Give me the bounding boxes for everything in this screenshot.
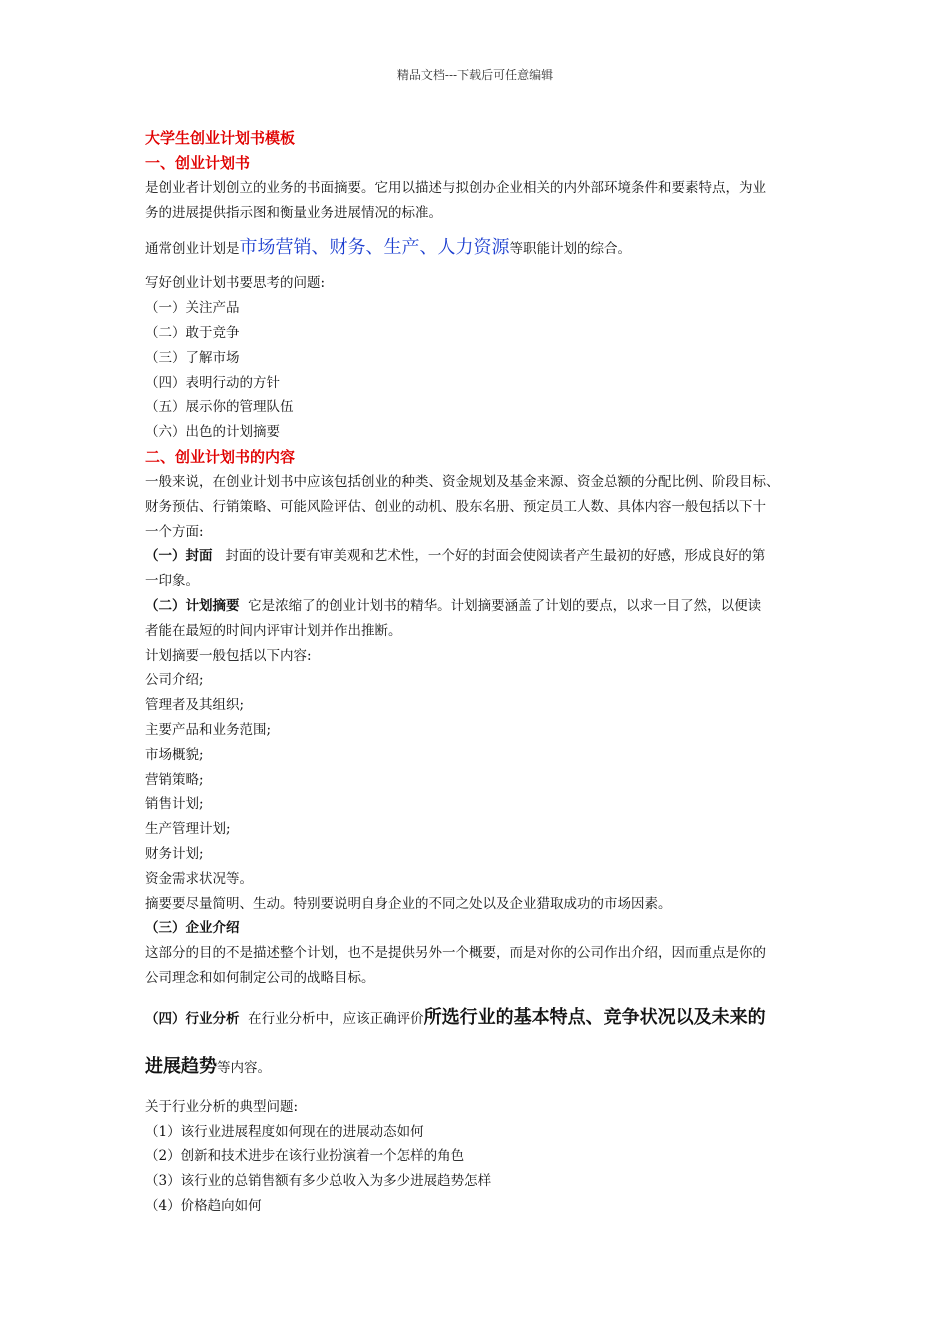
list-item: （4）价格趋向如何 (145, 1197, 262, 1214)
list-item: 营销策略; (145, 771, 204, 788)
industry-questions-intro: 关于行业分析的典型问题: (145, 1098, 299, 1115)
s2-paragraph-line: 财务预估、行销策略、可能风险评估、创业的动机、股东名册、预定员工人数、具体内容一般包括以下十 (145, 498, 766, 515)
cover-label: （一）封面 (145, 548, 213, 565)
summary-label: （二）计划摘要 (145, 597, 240, 614)
list-item: 资金需求状况等。 (145, 870, 253, 887)
industry-line: （四）行业分析 在行业分析中，应该正确评价所选行业的基本特点、竞争状况以及未来的 (145, 1006, 766, 1028)
list-item: 生产管理计划; (145, 821, 231, 838)
section-heading-1: 一、创业计划书 (145, 154, 251, 172)
s1-questions-intro: 写好创业计划书要思考的问题: (145, 275, 326, 292)
s2-paragraph-line: 一个方面: (145, 523, 204, 540)
document-title: 大学生创业计划书模板 (145, 129, 296, 147)
highlight-functions: 市场营销、财务、生产、人力资源 (239, 236, 510, 258)
cover-line: （一）封面 封面的设计要有审美观和艺术性，一个好的封面会使阅读者产生最初的好感，形成良好的第 (145, 548, 766, 565)
document-body (145, 126, 813, 1219)
list-item: 主要产品和业务范围; (145, 721, 272, 738)
list-item: 市场概貌; (145, 746, 204, 763)
s1-paragraph-line: 是创业者计划创立的业务的书面摘要。它用以描述与拟创办企业相关的内外部环境条件和要素特点，为业 (145, 180, 766, 196)
list-item: （二）敢于竞争 (145, 324, 240, 341)
s1-paragraph-line: 务的进展提供指示图和衡量业务进展情况的标准。 (145, 204, 442, 221)
cover-line: 一印象。 (145, 573, 199, 590)
company-line: 公司理念和如何制定公司的战略目标。 (145, 969, 375, 986)
summary-intro: 计划摘要一般包括以下内容: (145, 647, 312, 664)
industry-highlight: 进展趋势 (145, 1055, 217, 1077)
list-item: （1）该行业进展程度如何现在的进展动态如何 (145, 1123, 424, 1140)
list-item: （五）展示你的管理队伍 (145, 399, 294, 416)
list-item: 销售计划; (145, 796, 204, 813)
section-heading-2: 二、创业计划书的内容 (145, 447, 296, 466)
list-item: （3）该行业的总销售额有多少总收入为多少进展趋势怎样 (145, 1173, 492, 1190)
summary-line: 者能在最短的时间内评审计划并作出推断。 (145, 622, 402, 639)
industry-line: 进展趋势等内容。 (145, 1055, 271, 1077)
list-item: 财务计划; (145, 845, 204, 862)
s1-functions-line: 通常创业计划是市场营销、财务、生产、人力资源等职能计划的综合。 (145, 236, 631, 258)
list-item: （三）了解市场 (145, 349, 240, 366)
industry-label: （四）行业分析 (145, 1010, 240, 1027)
page-header: 精品文档---下载后可任意编辑 (396, 68, 554, 82)
summary-line: （二）计划摘要 它是浓缩了的创业计划书的精华。计划摘要涵盖了计划的要点，以求一目了然，以便读 (145, 597, 762, 614)
industry-highlight: 所选行业的基本特点、竞争状况以及未来的 (423, 1006, 766, 1028)
summary-note: 摘要要尽量简明、生动。特别要说明自身企业的不同之处以及企业猎取成功的市场因素。 (145, 895, 672, 912)
list-item: （六）出色的计划摘要 (145, 424, 280, 441)
company-line: 这部分的目的不是描述整个计划，也不是提供另外一个概要，而是对你的公司作出介绍，因而重点是你的 (145, 945, 766, 962)
s2-paragraph-line: 一般来说，在创业计划书中应该包括创业的种类、资金规划及基金来源、资金总额的分配比例、阶段目标、 (145, 473, 780, 490)
list-item: 公司介绍; (145, 672, 204, 689)
company-label: （三）企业介绍 (145, 920, 240, 937)
list-item: （一）关注产品 (145, 300, 240, 317)
list-item: （2）创新和技术进步在该行业扮演着一个怎样的角色 (145, 1148, 465, 1165)
list-item: （四）表明行动的方针 (145, 374, 280, 391)
list-item: 管理者及其组织; (145, 697, 245, 714)
